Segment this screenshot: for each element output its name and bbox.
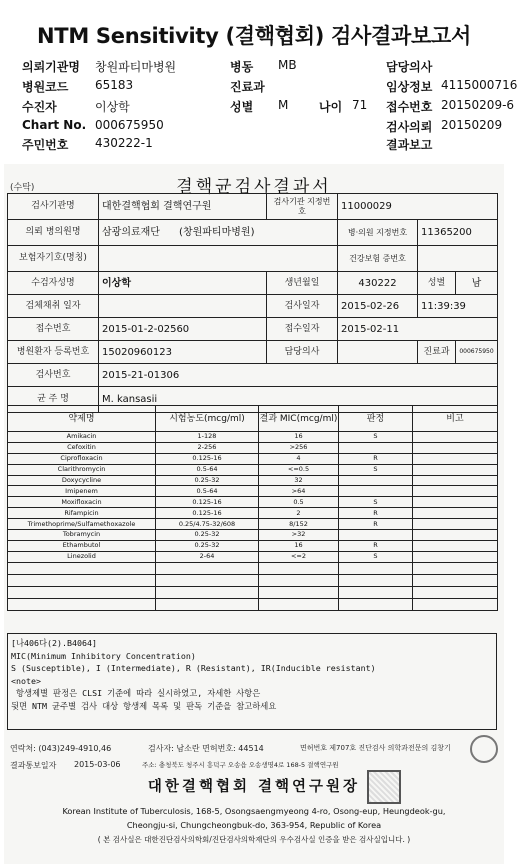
agency-id-label: 검사기관 지정번호	[267, 194, 338, 220]
label-result-report: 결과보고	[386, 138, 433, 152]
drug-range: 2-256	[156, 442, 259, 453]
label-attending: 담당의사	[386, 60, 433, 74]
drug-interp	[339, 530, 413, 541]
sex-value: 남	[456, 272, 498, 295]
footer-examiner: 검사자: 남소란 면허번호: 44514	[148, 744, 264, 753]
exam-no-label: 검사번호	[8, 364, 99, 387]
drug-row	[8, 551, 498, 562]
drug-range: 2-64	[156, 551, 259, 562]
drug-mic: 8/152	[259, 519, 339, 530]
blank-row	[8, 574, 498, 586]
value-resident-no: 430222-1	[95, 136, 153, 150]
drug-range: 1-128	[156, 432, 259, 443]
agency-label: 검사기관명	[8, 194, 99, 220]
insured-label: 보험자기호(명칭)	[8, 246, 99, 272]
drug-interp	[339, 486, 413, 497]
note-line: [나406다(2).B4064]	[11, 638, 97, 648]
drug-mic: 16	[259, 432, 339, 443]
label-chart-no: Chart No.	[22, 118, 87, 132]
test-time-value: 11:39:39	[418, 295, 498, 318]
drug-row	[8, 497, 498, 508]
drug-name: Moxifloxacin	[8, 497, 156, 508]
drug-mic: 2	[259, 508, 339, 519]
drug-name: Ciprofloxacin	[8, 453, 156, 464]
patient-value: 이상학	[99, 272, 267, 295]
note-line: MIC(Minimum Inhibitory Concentration)	[11, 650, 196, 661]
drug-remark	[413, 540, 498, 551]
species-label: 균 주 명	[8, 387, 99, 413]
footer-english-1: Korean Institute of Tuberculosis, 168-5, Osongsaengmyeong 4-ro, Osong-eup, Heungdeok-gu,	[62, 806, 446, 816]
hospital-value: 삼광의료재단	[102, 227, 160, 238]
official-stamp-icon	[367, 770, 401, 804]
drug-row	[8, 464, 498, 475]
footer-english-2: Cheongju-si, Chungcheongbuk-do, 363-954, Republic of Korea	[126, 820, 382, 830]
drug-remark	[413, 453, 498, 464]
drug-interp: R	[339, 519, 413, 530]
drug-row	[8, 486, 498, 497]
drug-name: Ethambutol	[8, 540, 156, 551]
drug-mic: >32	[259, 530, 339, 541]
drug-interp	[339, 475, 413, 486]
note-line: <note>	[11, 675, 41, 686]
footer-note: ( 본 검사실은 대한진단검사의학회/진단검사의학재단의 우수검사실 인증을 받은 검사실입니다. )	[97, 835, 411, 844]
label-clinical-info: 임상정보	[386, 80, 433, 94]
drug-interp: S	[339, 551, 413, 562]
drug-name: Tobramycin	[8, 530, 156, 541]
footer-license: 면허번호 제707호 진단검사 의학과전문의 김창기	[300, 744, 451, 752]
col-mic: 결과 MIC(mcg/ml)	[259, 406, 339, 432]
note-line: S (Susceptible), I (Intermediate), R (Resistant), IR(Inducible resistant)	[11, 663, 376, 673]
drug-interp: S	[339, 497, 413, 508]
label-resident-no: 주민번호	[22, 138, 69, 152]
reg-value: 15020960123	[99, 341, 267, 364]
drug-range: 0.125-16	[156, 453, 259, 464]
drug-interp: R	[339, 453, 413, 464]
drug-interp: R	[339, 540, 413, 551]
label-hospital-code: 병원코드	[22, 80, 69, 94]
drug-range: 0.25/4.75-32/608	[156, 519, 259, 530]
drug-range: 0.125-16	[156, 508, 259, 519]
hospital-id-value: 11365200	[418, 220, 498, 246]
recv-no-value: 2015-01-2-02560	[99, 318, 267, 341]
col-drug: 약제명	[8, 406, 156, 432]
drug-range: 0.5-64	[156, 464, 259, 475]
drug-remark	[413, 508, 498, 519]
drug-row	[8, 530, 498, 541]
col-interp: 판정	[339, 406, 413, 432]
susceptibility-table	[7, 405, 498, 611]
value-sex: M	[278, 98, 289, 112]
drug-name: Cefoxitin	[8, 442, 156, 453]
recv-no-label: 접수번호	[8, 318, 99, 341]
drug-remark	[413, 442, 498, 453]
drug-mic: >256	[259, 442, 339, 453]
value-clinical-info: 4115000716	[441, 78, 517, 92]
drug-range: 0.25-32	[156, 530, 259, 541]
drug-row	[8, 453, 498, 464]
species-value: M. kansasii	[99, 387, 498, 413]
value-receipt-no: 20150209-6	[441, 98, 515, 112]
recv-date-label: 접수일자	[267, 318, 338, 341]
drug-remark	[413, 519, 498, 530]
drug-name: Trimethoprime/Sulfamethoxazole	[8, 519, 156, 530]
label-ward: 병동	[230, 60, 254, 74]
hospital-id-label: 병·의원 지정번호	[338, 220, 418, 246]
label-receipt-no: 접수번호	[386, 100, 433, 114]
blank-row	[8, 586, 498, 598]
drug-mic: <=0.5	[259, 464, 339, 475]
drug-remark	[413, 432, 498, 443]
drug-interp: R	[339, 508, 413, 519]
drug-range: 0.125-16	[156, 497, 259, 508]
recv-date-value: 2015-02-11	[338, 318, 498, 341]
drug-mic: 32	[259, 475, 339, 486]
drug-row	[8, 475, 498, 486]
drug-row	[8, 508, 498, 519]
drug-row	[8, 432, 498, 443]
drug-interp: S	[339, 464, 413, 475]
drug-interp	[339, 442, 413, 453]
test-date-value: 2015-02-26	[338, 295, 418, 318]
value-hospital-code: 65183	[95, 78, 134, 92]
sex-label: 성별	[418, 272, 456, 295]
drug-mic: 0.5	[259, 497, 339, 508]
dept-value: 000675950	[456, 341, 498, 364]
drug-row	[8, 442, 498, 453]
label-sex: 성별	[230, 100, 254, 114]
birth-value: 430222	[338, 272, 418, 295]
col-remark: 비고	[413, 406, 498, 432]
drug-range: 0.25-32	[156, 475, 259, 486]
drug-mic: 16	[259, 540, 339, 551]
birth-label: 생년월일	[267, 272, 338, 295]
drug-mic: 4	[259, 453, 339, 464]
note-line: 뒷면 NTM 균주별 검사 대상 항생제 목록 및 판독 기준을 참고하세요	[11, 700, 277, 711]
drug-name: Rifampicin	[8, 508, 156, 519]
hospital-sub: (창원파티마병원)	[179, 227, 255, 238]
drug-name: Doxycycline	[8, 475, 156, 486]
drug-name: Imipenem	[8, 486, 156, 497]
footer-institute: 대한결핵협회 결핵연구원장	[147, 778, 361, 795]
drug-remark	[413, 475, 498, 486]
hospital-label: 의뢰 병의원명	[8, 220, 99, 246]
reg-label: 병원환자 등록번호	[8, 341, 99, 364]
drug-remark	[413, 497, 498, 508]
drug-remark	[413, 551, 498, 562]
drug-row	[8, 540, 498, 551]
exam-no-value: 2015-21-01306	[99, 364, 498, 387]
footer-contact: 연락처: (043)249-4910,46	[10, 744, 112, 753]
footer-report-date: 2015-03-06	[74, 760, 121, 769]
value-request-date: 20150209	[441, 118, 503, 132]
drug-name: Linezolid	[8, 551, 156, 562]
insured-id-label: 건강보험 증번호	[338, 246, 418, 272]
drug-remark	[413, 464, 498, 475]
report-info-table	[7, 193, 498, 413]
footer-address: 주소: 충청북도 청주시 흥덕구 오송읍 오송생명4로 168-5 결핵연구원	[142, 761, 339, 769]
value-ward: MB	[278, 58, 297, 72]
label-request-date: 검사의뢰	[386, 120, 433, 134]
blank-row	[8, 598, 498, 610]
report-title: 결핵균검사결과서	[176, 177, 332, 197]
drug-row	[8, 519, 498, 530]
drug-name: Amikacin	[8, 432, 156, 443]
page-title: NTM Sensitivity (결핵협회) 검사결과보고서	[37, 24, 471, 48]
col-range: 시험농도(mcg/ml)	[156, 406, 259, 432]
drug-range: 0.5-64	[156, 486, 259, 497]
drug-range: 0.25-32	[156, 540, 259, 551]
test-date-label: 검사일자	[267, 295, 338, 318]
agency-value: 대한결핵협회 결핵연구원	[99, 194, 267, 220]
lab-seal-icon	[470, 735, 498, 763]
value-chart-no: 000675950	[95, 118, 164, 132]
hospital-cell	[99, 220, 338, 246]
drug-mic: >64	[259, 486, 339, 497]
drug-remark	[413, 530, 498, 541]
patient-label: 수검자성명	[8, 272, 99, 295]
notes-box	[7, 633, 497, 730]
agency-id-value: 11000029	[338, 194, 498, 220]
doctor-label: 담당의사	[267, 341, 338, 364]
label-dept: 진료과	[230, 80, 265, 94]
label-age: 나이	[319, 100, 343, 114]
value-hospital: 창원파티마병원	[95, 60, 177, 74]
drug-remark	[413, 486, 498, 497]
label-hospital: 의뢰기관명	[22, 60, 80, 74]
collect-label: 검체채취 일자	[8, 295, 99, 318]
drug-interp: S	[339, 432, 413, 443]
label-patient: 수진자	[22, 100, 57, 114]
note-line: 항생제별 판정은 CLSI 기준에 따라 실시하였고, 자세한 사항은	[11, 688, 261, 698]
value-patient: 이상학	[95, 100, 130, 114]
drug-name: Clarithromycin	[8, 464, 156, 475]
value-age: 71	[352, 98, 368, 112]
dept-label: 진료과	[418, 341, 456, 364]
report-suta: (수탁)	[10, 183, 35, 193]
drug-mic: <=2	[259, 551, 339, 562]
footer-report-date-label: 결과통보일자	[10, 761, 57, 770]
blank-row	[8, 562, 498, 574]
